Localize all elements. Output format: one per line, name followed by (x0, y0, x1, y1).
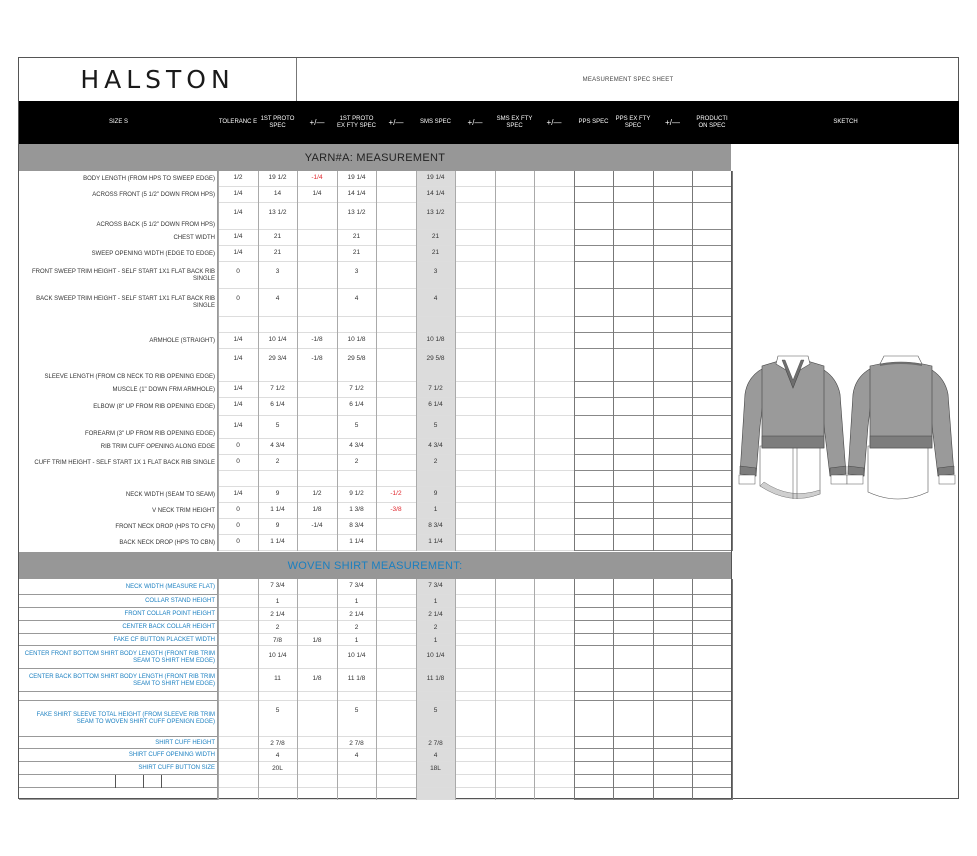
measurement-label: COLLAR STAND HEIGHT (19, 595, 218, 608)
column-header-pm4: +/— (546, 118, 562, 127)
cell-pm1: -1/4 (311, 174, 323, 181)
cell-tolerance: 0 (236, 268, 240, 275)
cell-proto1: 2 (275, 458, 280, 465)
cell-sms: 3 (433, 268, 438, 275)
measurement-label: NECK WIDTH (MEASURE FLAT) (19, 579, 218, 595)
cell-proto1: 11 (274, 675, 281, 682)
cell-tolerance: 0 (236, 506, 240, 513)
table-row (19, 262, 731, 289)
cell-proto1: 21 (273, 249, 282, 256)
sketch-area (731, 171, 959, 799)
cell-proto1: 2 7/8 (270, 740, 285, 747)
measurement-label: NECK WIDTH (SEAM TO SEAM) (19, 487, 218, 503)
table-row (19, 669, 731, 692)
measurement-label: SHIRT CUFF OPENING WIDTH (19, 749, 218, 762)
column-header-size: SIZE S (108, 119, 128, 125)
cell-proto1_exfty: 11 1/8 (347, 675, 366, 682)
cell-proto1_exfty: 7 1/2 (349, 385, 364, 392)
cell-proto1: 21 (273, 233, 282, 240)
cell-proto1_exfty: 19 1/4 (347, 174, 366, 181)
measurement-label: FAKE SHIRT SLEEVE TOTAL HEIGHT (FROM SLEEVE RIB TRIM SEAM TO WOVEN SHIRT CUFF OPENIGN EDGE) (19, 701, 218, 737)
cell-proto1: 10 1/4 (268, 336, 287, 343)
column-header-proto1: 1ST PROTO SPEC (260, 115, 295, 129)
measurement-label: ACROSS FRONT (5 1/2" DOWN FROM HPS) (19, 187, 218, 203)
cell-tolerance: 0 (236, 522, 240, 529)
cell-sms: 2 1/4 (428, 611, 443, 618)
cell-proto1_exfty: 4 3/4 (349, 442, 364, 449)
cell-pm1: 1/8 (312, 506, 322, 513)
cell-proto1: 4 (275, 295, 280, 302)
cell-tolerance: 1/4 (233, 422, 243, 429)
cell-sms: 4 3/4 (428, 442, 443, 449)
cell-proto1: 9 (275, 522, 280, 529)
cell-proto1_exfty: 8 3/4 (349, 522, 364, 529)
cell-tolerance: 0 (236, 538, 240, 545)
cell-sms: 29 5/8 (426, 355, 445, 362)
cell-proto1: 19 1/2 (268, 174, 287, 181)
cell-tolerance: 1/4 (233, 336, 243, 343)
cell-proto1_exfty: 2 (354, 624, 359, 631)
table-row (19, 246, 731, 262)
table-row (19, 187, 731, 203)
cell-proto1_exfty: 21 (352, 249, 361, 256)
cell-sms: 19 1/4 (426, 174, 445, 181)
cell-tolerance: 1/4 (233, 490, 243, 497)
cell-proto1_exfty: 6 1/4 (349, 401, 364, 408)
cell-sms: 1 (433, 506, 438, 513)
column-header-pps_exfty: PPS EX FTY SPEC (615, 115, 651, 129)
cell-proto1_exfty: 1 (354, 637, 359, 644)
cell-tolerance (218, 788, 258, 803)
cell-proto1: 7 1/2 (270, 385, 285, 392)
cell-proto1_exfty: 3 (354, 268, 359, 275)
cell-sms: 1 (433, 598, 438, 605)
cell-sms: 1 1/4 (428, 538, 443, 545)
measurement-label: SHIRT CUFF HEIGHT (19, 737, 218, 749)
measurement-label: BACK NECK DROP (HPS TO CBN) (19, 535, 218, 551)
cell-proto1: 20L (272, 765, 283, 772)
table-row (19, 416, 731, 439)
column-header-sms_exfty: SMS EX FTY SPEC (496, 115, 533, 129)
measurement-label: SLEEVE LENGTH (FROM CB NECK TO RIB OPENING EDGE) (19, 349, 218, 382)
measurement-label: FAKE CF BUTTON PLACKET WIDTH (19, 634, 218, 646)
cell-proto1_exfty: 1 3/8 (349, 506, 364, 513)
measurement-label (19, 317, 218, 333)
table-row (19, 333, 731, 349)
measurement-label: CENTER BACK COLLAR HEIGHT (19, 621, 218, 634)
cell-pm1: 1/8 (312, 675, 322, 682)
cell-sms: 2 7/8 (428, 740, 443, 747)
cell-proto1: 7 3/4 (270, 582, 285, 589)
cell-tolerance: 1/2 (233, 174, 243, 181)
measurement-label: ELBOW (8" UP FROM RIB OPENING EDGE) (19, 398, 218, 416)
cell-sms: 10 1/4 (426, 652, 445, 659)
cell-proto1_exfty: 5 (354, 707, 359, 714)
cell-proto1: 7/8 (272, 637, 283, 644)
cell-proto1: 13 1/2 (268, 209, 287, 216)
cell-tolerance: 1/4 (233, 385, 243, 392)
cell-proto1: 1 (275, 598, 280, 605)
cell-proto1_exfty: 5 (354, 422, 359, 429)
cell-proto1_exfty (337, 788, 376, 803)
cell-pm1: -1/4 (311, 522, 323, 529)
measurement-label: ARMHOLE (STRAIGHT) (19, 333, 218, 349)
column-header-proto1_exfty: 1ST PROTO EX FTY SPEC (337, 115, 376, 129)
cell-sms: 7 3/4 (428, 582, 443, 589)
cell-sms: 21 (431, 233, 440, 240)
measurement-label: FRONT NECK DROP (HPS TO CFN) (19, 519, 218, 535)
measurement-label: V NECK TRIM HEIGHT (19, 503, 218, 519)
cell-proto1: 1 1/4 (270, 538, 285, 545)
cell-proto1: 5 (275, 707, 280, 714)
measurement-label: ACROSS BACK (5 1/2" DOWN FROM HPS) (19, 203, 218, 230)
sheet-title: MEASUREMENT SPEC SHEET (582, 76, 674, 83)
column-header-bar (19, 101, 959, 144)
measurement-label: MUSCLE (1" DOWN FRM ARMHOLE) (19, 382, 218, 398)
column-header-pps: PPS SPEC (578, 119, 609, 125)
cell-proto1: 14 (273, 190, 282, 197)
column-header-pm3: +/— (467, 118, 483, 127)
cell-proto1_exfty: 29 5/8 (347, 355, 366, 362)
column-header-pm1: +/— (309, 118, 325, 127)
table-row (19, 535, 731, 551)
cell-proto1_exfty: 9 1/2 (349, 490, 364, 497)
cell-proto1: 2 (275, 624, 280, 631)
cell-pm1: 1/8 (312, 637, 322, 644)
cell-tolerance: 1/4 (233, 401, 243, 408)
measurement-label: FOREARM (3" UP FROM RIB OPENING EDGE) (19, 416, 218, 439)
sweater-front-sketch (739, 356, 847, 499)
cell-proto1_exfty: 4 (354, 295, 359, 302)
column-header-pm5: +/— (665, 118, 680, 127)
cell-tolerance: 0 (236, 442, 240, 449)
cell-proto1_exfty: 1 (354, 598, 359, 605)
cell-tolerance: 0 (236, 295, 240, 302)
cell-sms: 1 (433, 637, 438, 644)
cell-proto1_exfty: 10 1/4 (347, 652, 366, 659)
cell-sms: 13 1/2 (426, 209, 445, 216)
cell-proto1: 5 (275, 422, 280, 429)
table-row (19, 171, 731, 187)
cell-sms: 11 1/8 (426, 675, 445, 682)
table-row (19, 349, 731, 382)
cell-proto1_exfty: 1 1/4 (349, 538, 364, 545)
cell-proto1_exfty: 2 (354, 458, 359, 465)
cell-pm1: 1/2 (312, 490, 322, 497)
column-header-production: PRODUCTI ON SPEC (696, 115, 728, 129)
table-row (19, 439, 731, 455)
measurement-label: FRONT SWEEP TRIM HEIGHT - SELF START 1X1 FLAT BACK RIB SINGLE (19, 262, 218, 289)
cell-sms: 5 (433, 707, 438, 714)
table-row (19, 455, 731, 471)
measurement-label: BODY LENGTH (FROM HPS TO SWEEP EDGE) (19, 171, 218, 187)
column-header-pm2: +/— (388, 118, 404, 127)
cell-proto1_exfty: 21 (352, 233, 361, 240)
cell-sms: 2 (433, 624, 438, 631)
cell-proto1: 4 3/4 (270, 442, 285, 449)
cell-proto1: 1 1/4 (270, 506, 285, 513)
table-row (19, 382, 731, 398)
cell-pm2: -1/2 (390, 490, 402, 497)
cell-sms (416, 788, 455, 803)
measurement-label: SHIRT CUFF BUTTON SIZE (19, 762, 218, 775)
cell-proto1_exfty: 4 (354, 752, 359, 759)
column-header-sms: SMS SPEC (419, 119, 451, 125)
cell-proto1_exfty: 14 1/4 (347, 190, 366, 197)
brand-logo: HALSTON (19, 58, 297, 101)
table-row (19, 503, 731, 519)
cell-sms: 6 1/4 (428, 401, 443, 408)
section-band-woven: WOVEN SHIRT MEASUREMENT: (19, 552, 731, 579)
measurement-label: CUFF TRIM HEIGHT - SELF START 1X 1 FLAT BACK RIB SINGLE (19, 455, 218, 471)
cell-sms: 18L (430, 765, 441, 772)
cell-sms: 7 1/2 (428, 385, 443, 392)
column-header-sketch: SKETCH (833, 119, 858, 125)
cell-pm2: -3/8 (390, 506, 402, 513)
table-row (19, 579, 731, 595)
cell-pm2 (376, 788, 416, 803)
cell-proto1_exfty: 7 3/4 (349, 582, 364, 589)
table-row (19, 701, 731, 737)
table-row (19, 317, 731, 333)
sweater-back-sketch (847, 356, 955, 499)
column-header-tolerance: TOLERANC E (218, 119, 258, 125)
cell-tolerance: 1/4 (233, 233, 243, 240)
table-row (19, 646, 731, 669)
table-row (19, 398, 731, 416)
cell-tolerance: 1/4 (233, 355, 243, 362)
cell-proto1: 3 (275, 268, 280, 275)
cell-pm1: 1/4 (312, 190, 322, 197)
cell-sms: 21 (431, 249, 440, 256)
measurement-label (19, 471, 218, 487)
cell-tolerance: 1/4 (233, 190, 243, 197)
cell-proto1_exfty: 10 1/8 (347, 336, 366, 343)
spec-sheet (18, 57, 959, 799)
measurement-label: CENTER FRONT BOTTOM SHIRT BODY LENGTH (FRONT RIB TRIM SEAM TO SHIRT HEM EDGE) (19, 646, 218, 669)
table-row (19, 203, 731, 230)
cell-proto1: 9 (275, 490, 280, 497)
cell-pm1: -1/8 (311, 336, 323, 343)
cell-tolerance: 1/4 (233, 249, 243, 256)
cell-proto1_exfty: 13 1/2 (347, 209, 366, 216)
cell-proto1: 4 (275, 752, 280, 759)
table-row (19, 519, 731, 535)
cell-proto1: 2 1/4 (270, 611, 285, 618)
cell-tolerance: 1/4 (233, 209, 243, 216)
table-row (19, 230, 731, 246)
cell-sms: 9 (433, 490, 438, 497)
section-band-yarn: YARN#A: MEASUREMENT (19, 144, 731, 171)
cell-proto1: 10 1/4 (268, 652, 287, 659)
measurement-label: RIB TRIM CUFF OPENING ALONG EDGE (19, 439, 218, 455)
measurement-label: CENTER BACK BOTTOM SHIRT BODY LENGTH (FRONT RIB TRIM SEAM TO SHIRT HEM EDGE) (19, 669, 218, 692)
table-row (19, 487, 731, 503)
cell-pm1 (297, 788, 337, 803)
cell-sms: 4 (433, 752, 438, 759)
cell-tolerance: 0 (236, 458, 240, 465)
cell-sms: 10 1/8 (426, 336, 445, 343)
cell-sms: 4 (433, 295, 438, 302)
cell-sms: 5 (433, 422, 438, 429)
cell-proto1_exfty: 2 7/8 (349, 740, 364, 747)
cell-sms: 8 3/4 (428, 522, 443, 529)
measurement-label: FRONT COLLAR POINT HEIGHT (19, 608, 218, 621)
cell-sms: 2 (433, 458, 438, 465)
table-row (19, 471, 731, 487)
cell-sms: 14 1/4 (426, 190, 445, 197)
measurement-label: CHEST WIDTH (19, 230, 218, 246)
cell-proto1 (258, 788, 297, 803)
table-row (19, 289, 731, 317)
cell-proto1_exfty: 2 1/4 (349, 611, 364, 618)
cell-proto1: 29 3/4 (268, 355, 287, 362)
cell-proto1: 6 1/4 (270, 401, 285, 408)
cell-pm1: -1/8 (311, 355, 323, 362)
measurement-label: BACK SWEEP TRIM HEIGHT - SELF START 1X1 FLAT BACK RIB SINGLE (19, 289, 218, 317)
measurement-label: SWEEP OPENING WIDTH (EDGE TO EDGE) (19, 246, 218, 262)
